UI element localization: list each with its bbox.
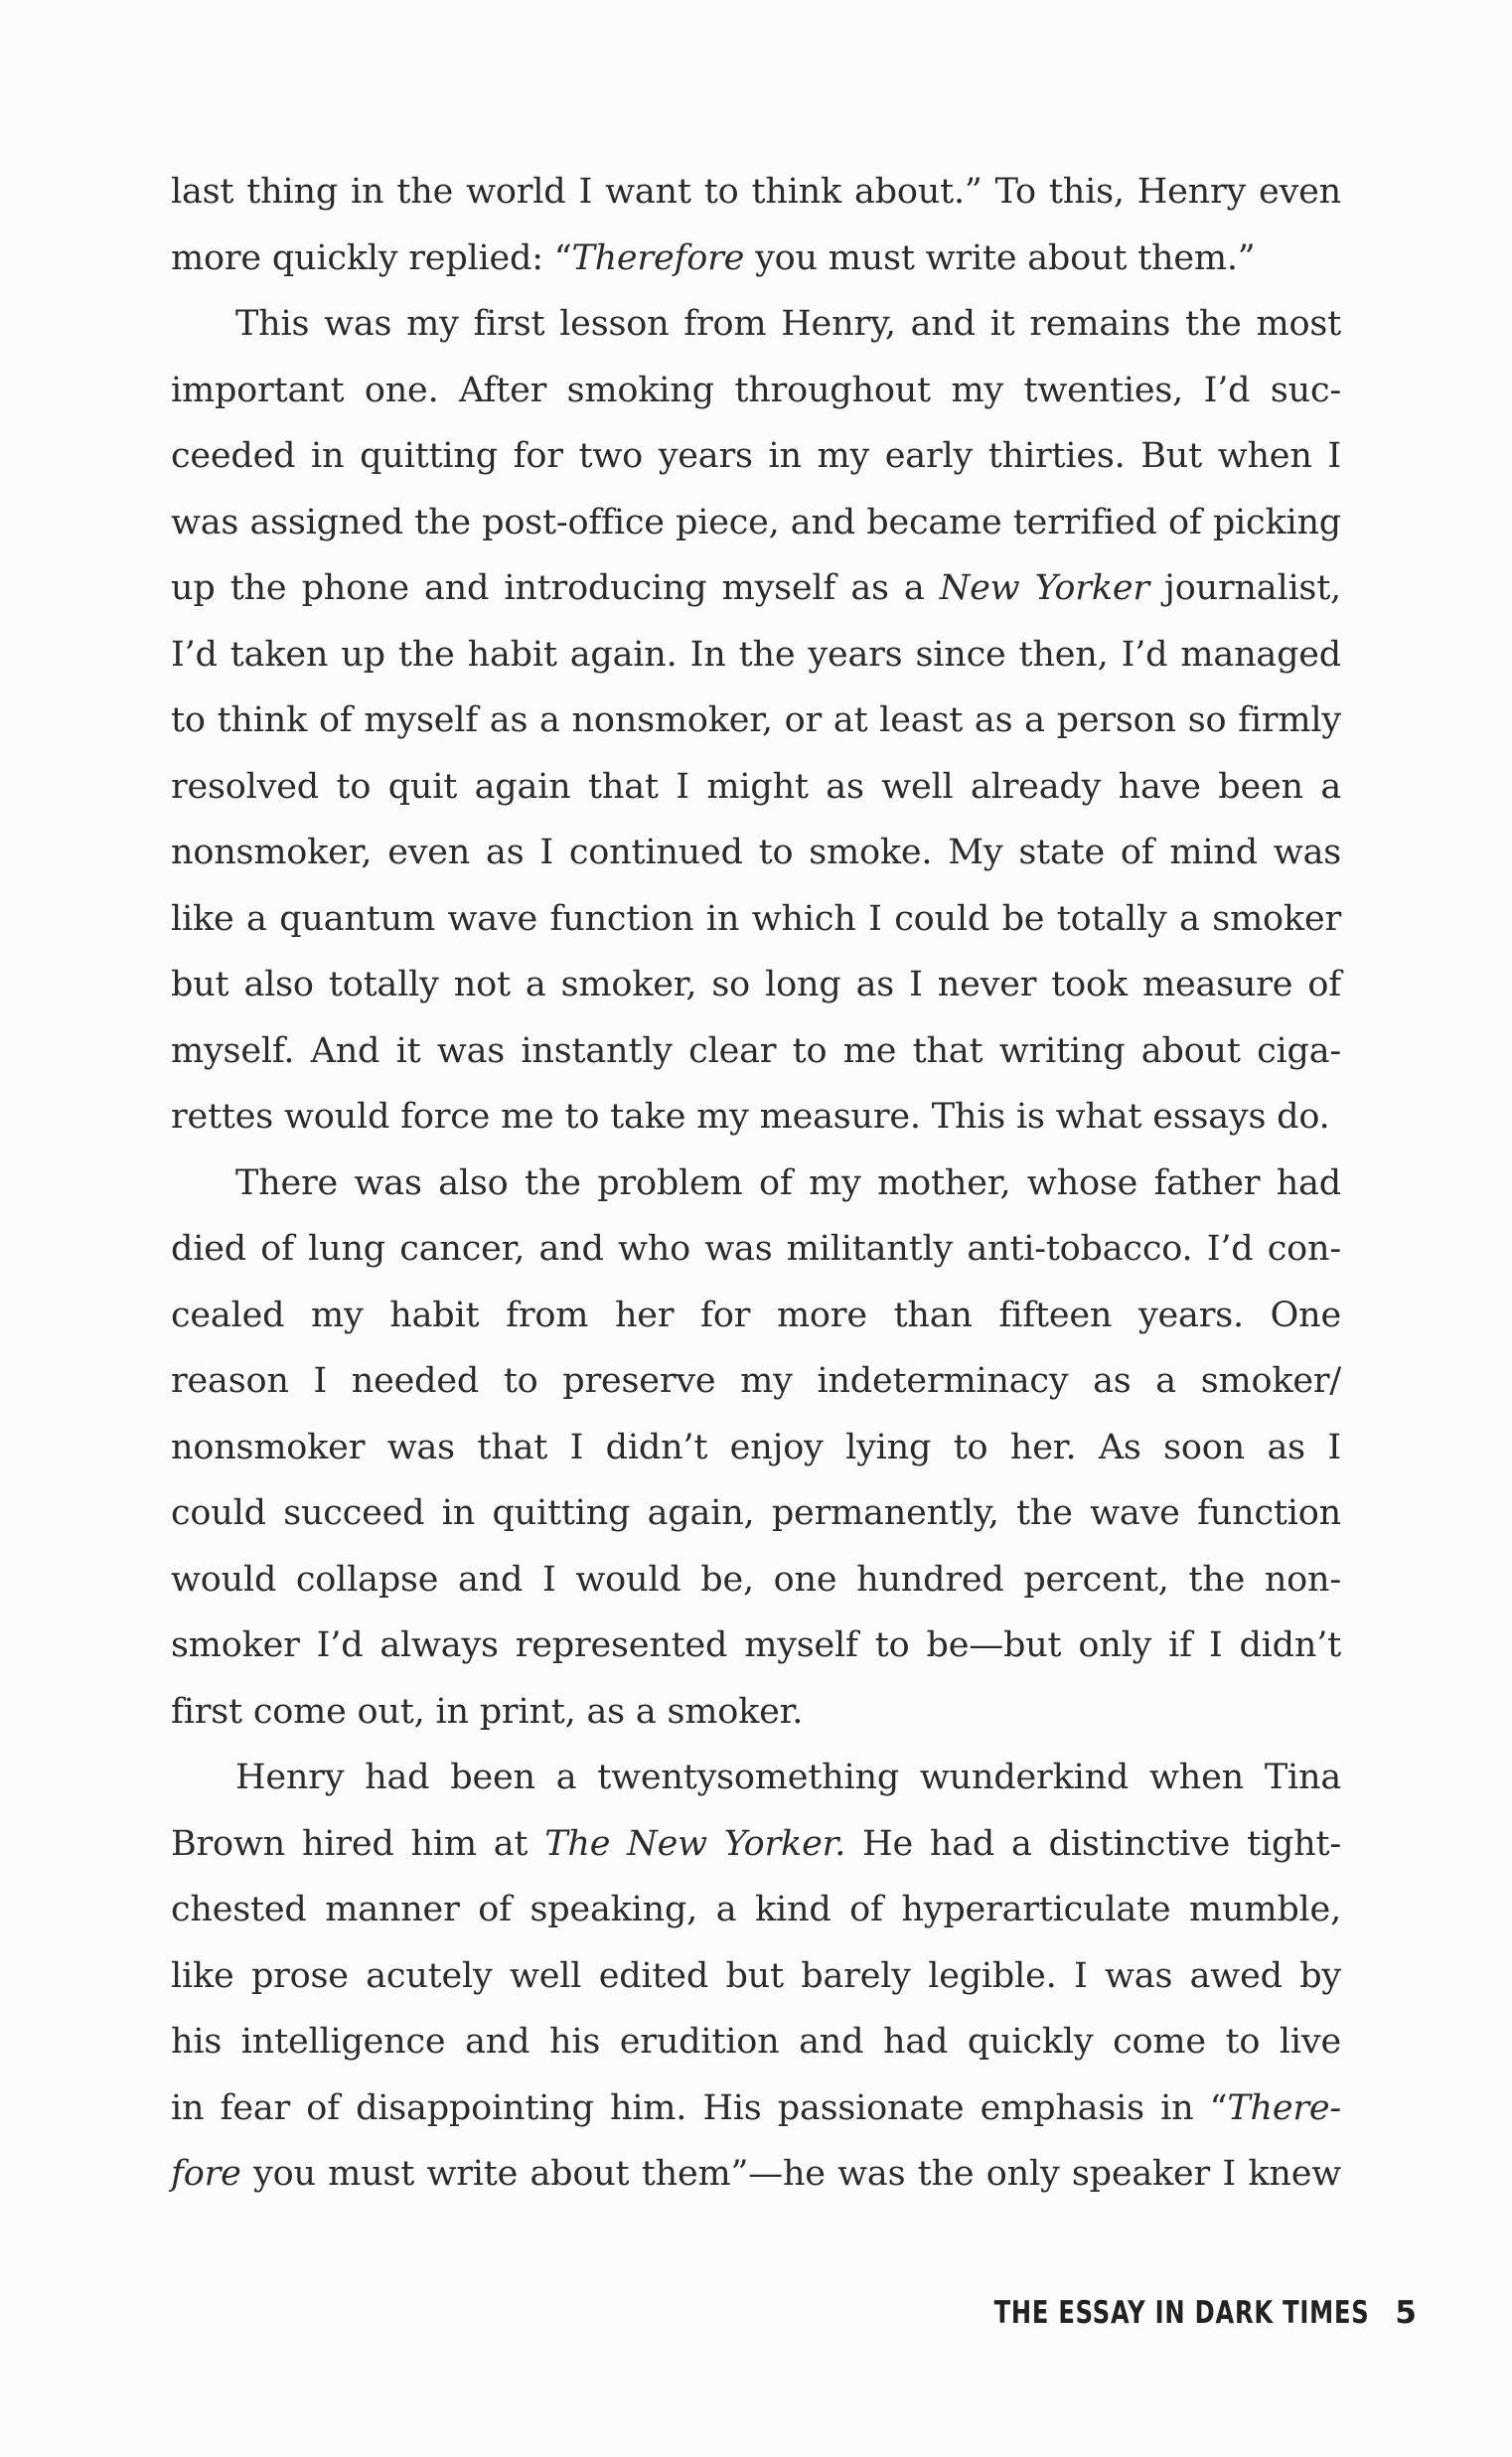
text-line: nonsmoker was that I didn’t enjoy lying to her. As soon as I: [171, 1427, 1341, 1467]
page-footer: [888, 2295, 1418, 2331]
text-line: his intelligence and his erudition and had quickly come to live: [171, 2022, 1341, 2062]
text-line: last thing in the world I want to think about.” To this, Henry even: [171, 172, 1341, 212]
running-title: THE ESSAY IN DARK TIMES: [993, 2295, 1370, 2331]
text-line: resolved to quit again that I might as well already have been a: [171, 766, 1341, 807]
text-line: to think of myself as a nonsmoker, or at least as a person so firmly: [171, 700, 1341, 740]
text-line: ceeded in quitting for two years in my early thirties. But when I: [171, 436, 1341, 476]
text-line: chested manner of speaking, a kind of hyperarticulate mumble,: [171, 1890, 1341, 1929]
text-line: like prose acutely well edited but barely legible. I was awed by: [171, 1955, 1341, 1996]
body-text: [171, 159, 1341, 2208]
text-line: could succeed in quitting again, permanently, the wave function: [171, 1493, 1341, 1533]
text-line: more quickly replied: “Therefore you must write about them.”: [171, 237, 1256, 278]
text-line: Henry had been a twentysomething wunderkind when Tina: [235, 1758, 1341, 1797]
text-line: rettes would force me to take my measure. This is what essays do.: [171, 1097, 1330, 1137]
text-line: like a quantum wave function in which I could be totally a smoker: [171, 898, 1341, 939]
text-line: was assigned the post-office piece, and became terrified of picking: [171, 502, 1341, 542]
page-number: 5: [1395, 2295, 1418, 2331]
text-line: I’d taken up the habit again. In the years since then, I’d managed: [171, 634, 1341, 675]
text-line: up the phone and introducing myself as a New Yorker journalist,: [171, 568, 1341, 608]
text-line: but also totally not a smoker, so long as I never took measure of: [171, 965, 1341, 1004]
text-line: cealed my habit from her for more than fifteen years. One: [171, 1295, 1341, 1335]
text-line: nonsmoker, even as I continued to smoke. My state of mind was: [171, 833, 1341, 872]
text-line: first come out, in print, as a smoker.: [171, 1691, 804, 1732]
text-line: smoker I’d always represented myself to be—but only if I didn’t: [171, 1625, 1341, 1665]
text-line: in fear of disappointing him. His passionate emphasis in “There-: [171, 2087, 1341, 2128]
text-line: There was also the problem of my mother, whose father had: [235, 1162, 1341, 1203]
text-line: myself. And it was instantly clear to me that writing about ciga-: [171, 1030, 1341, 1071]
text-line: Brown hired him at The New Yorker. He had a distinctive tight-: [171, 1823, 1341, 1864]
text-line: This was my first lesson from Henry, and it remains the most: [235, 304, 1341, 344]
text-line: reason I needed to preserve my indeterminacy as a smoker/: [171, 1361, 1341, 1401]
text-line: important one. After smoking throughout my twenties, I’d suc-: [171, 370, 1341, 410]
text-line: fore you must write about them”—he was the only speaker I knew: [171, 2154, 1341, 2194]
text-line: would collapse and I would be, one hundred percent, the non-: [171, 1559, 1341, 1600]
text-line: died of lung cancer, and who was militantly anti-tobacco. I’d con-: [171, 1229, 1341, 1269]
